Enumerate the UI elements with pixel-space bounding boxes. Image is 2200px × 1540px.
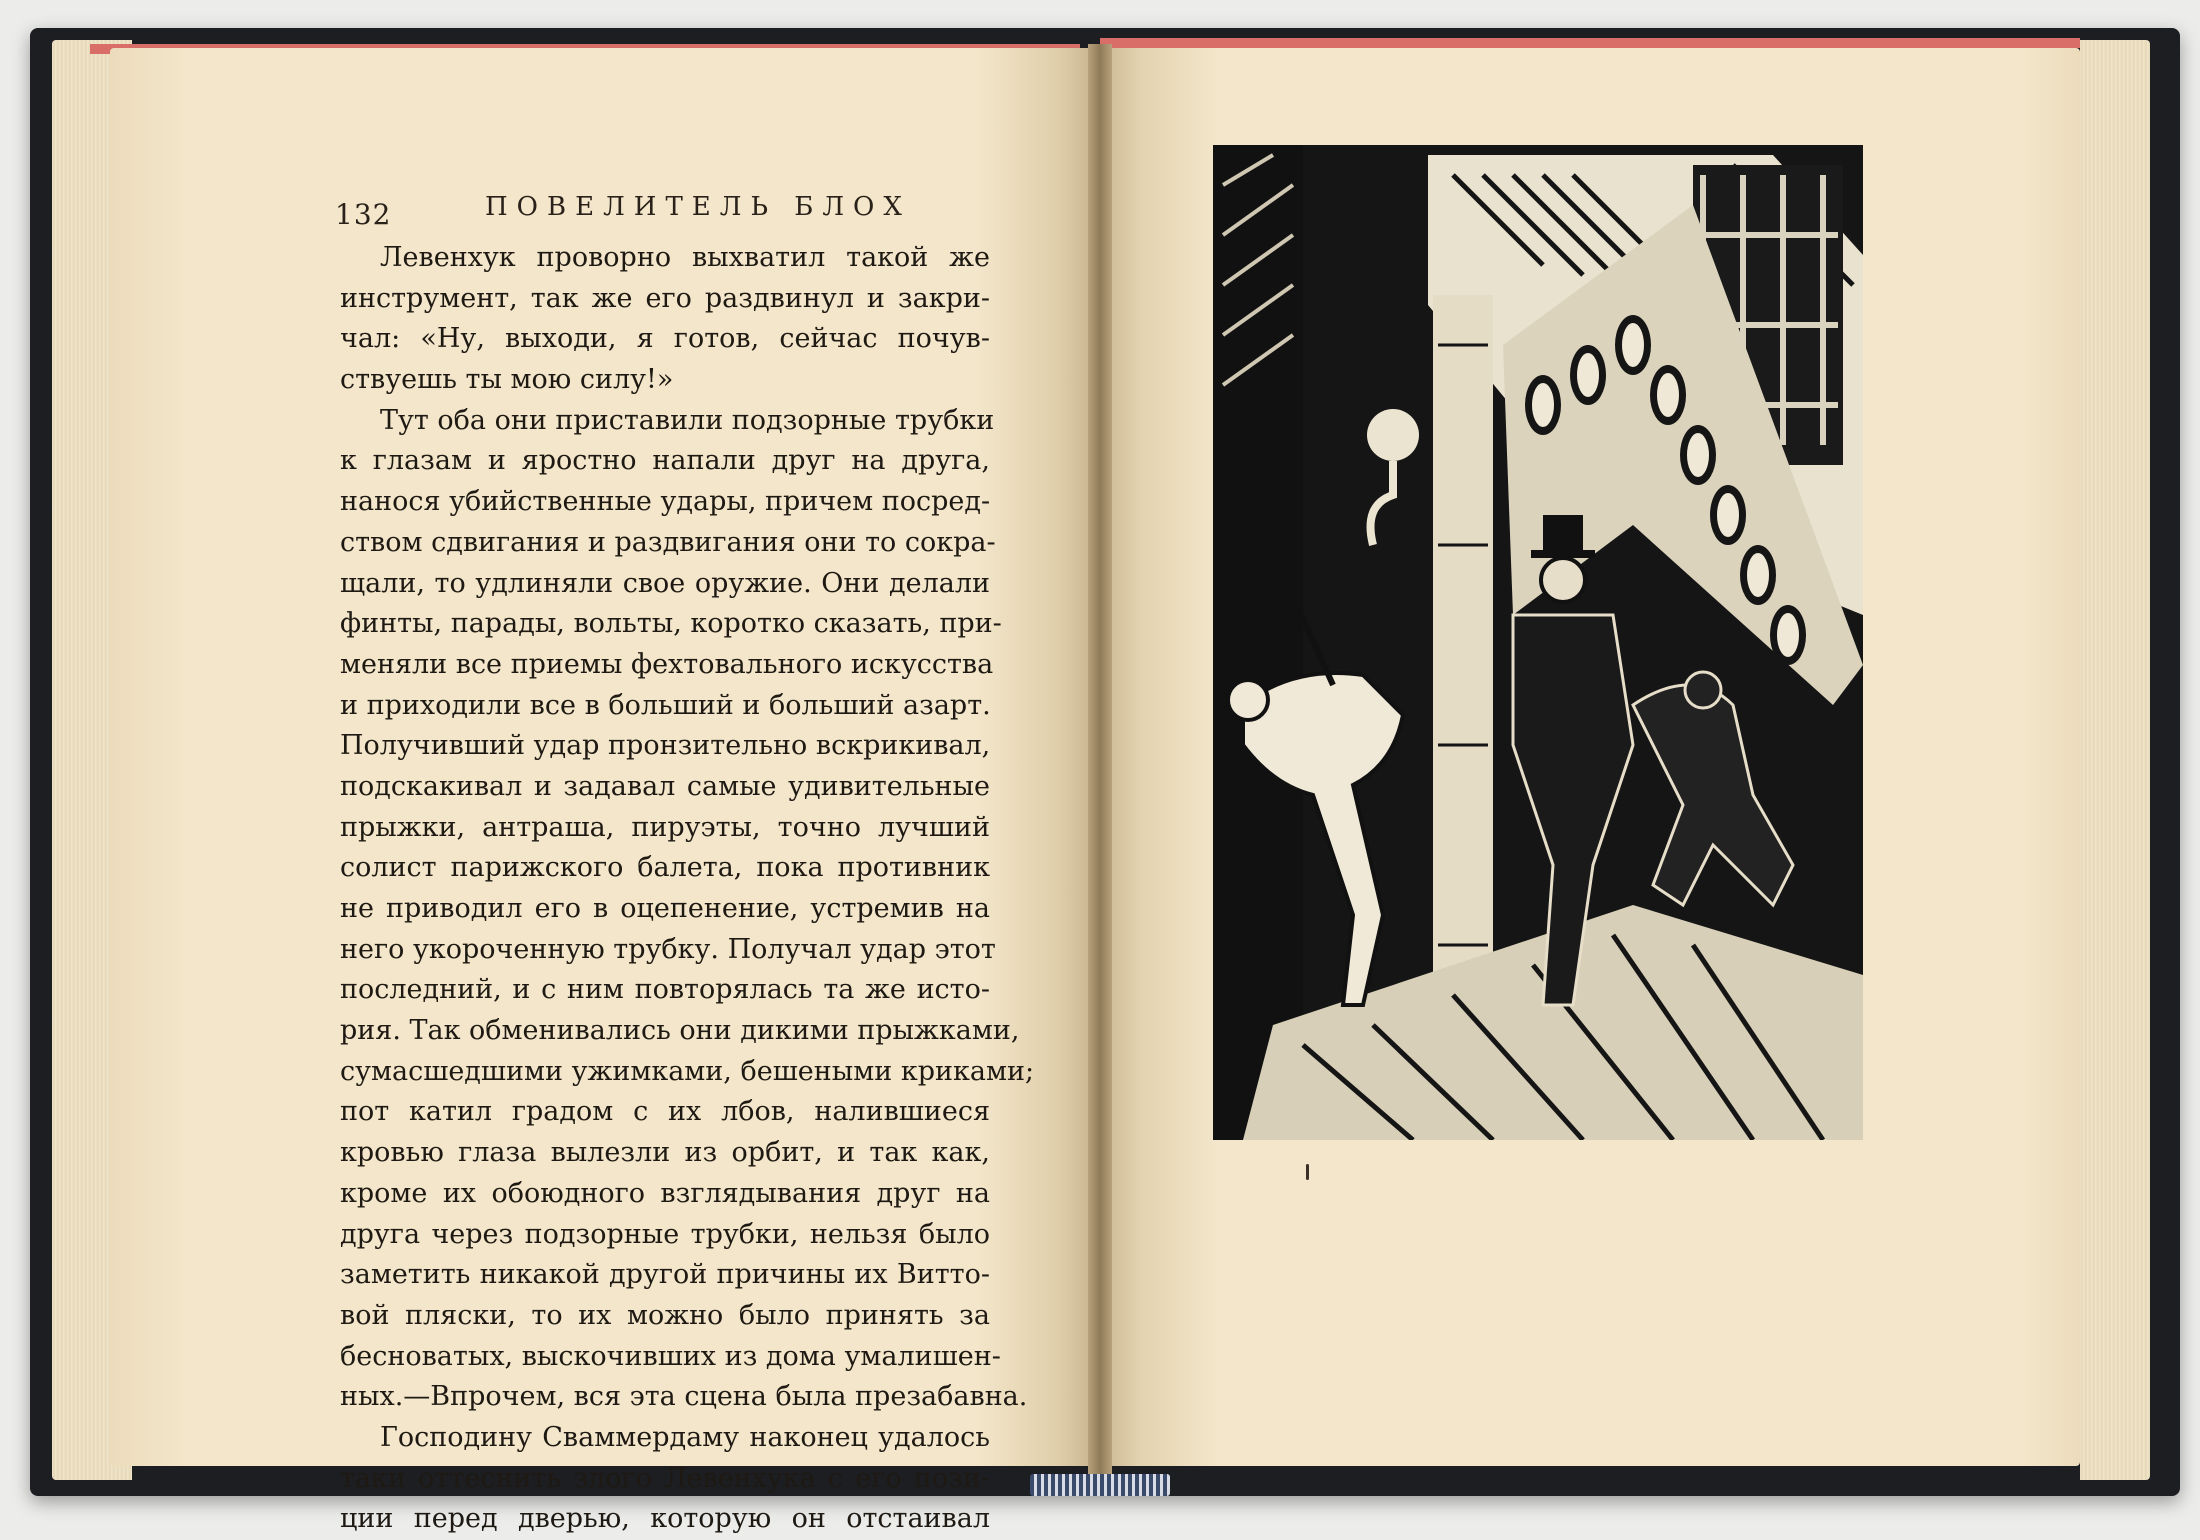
text-line: ством сдвигания и раздвигания они то сокра-	[340, 526, 996, 558]
text-line: сумасшедшими ужимками, бешеными криками;	[340, 1055, 1035, 1087]
text-line: пот катил градом с их лбов, налившиеся	[340, 1096, 990, 1128]
text-line: рия. Так обменивались они дикими прыжками,	[340, 1015, 1020, 1047]
text-line: нанося убийственные удары, причем посред-	[340, 486, 991, 518]
text-line: последний, и с ним повторялась та же исто-	[340, 974, 990, 1006]
text-line: друга через подзорные трубки, нельзя было	[340, 1218, 990, 1250]
spine-headband	[1030, 1474, 1170, 1496]
text-line: солист парижского балета, пока противник	[340, 852, 990, 884]
text-line: ции перед дверью, которую он отстаивал	[340, 1503, 990, 1535]
woodcut-artwork	[1213, 145, 1863, 1140]
book-gutter	[1088, 44, 1112, 1484]
running-title: ПОВЕЛИТЕЛЬ БЛОХ	[485, 192, 911, 222]
text-line: к глазам и яростно напали друг на друга,	[340, 445, 990, 477]
page-number: 132	[335, 198, 392, 231]
text-line: ствуешь ты мою силу!»	[340, 364, 674, 396]
text-line: таки оттеснить злого Левенхука с его пози-	[340, 1462, 990, 1494]
text-line: него укороченную трубку. Получал удар этот	[340, 933, 996, 965]
page-edges-right	[2080, 40, 2150, 1480]
text-line: Господину Сваммердаму наконец удалось	[380, 1421, 990, 1453]
ink-mark	[1306, 1164, 1309, 1180]
text-line: бесноватых, выскочивших из дома умалишен-	[340, 1340, 1001, 1372]
text-line: ных.—Впрочем, вся эта сцена была презабавна.	[340, 1381, 1028, 1413]
text-line: инструмент, так же его раздвинул и закри-	[340, 282, 990, 314]
text-line: меняли все приемы фехтовального искусства	[340, 648, 994, 680]
text-line: кровью глаза вылезли из орбит, и так как,	[340, 1137, 990, 1169]
woodcut-illustration	[1213, 145, 1863, 1140]
text-line: и приходили все в больший и больший азарт.	[340, 689, 991, 721]
text-line: финты, парады, вольты, коротко сказать, при-	[340, 608, 1002, 640]
text-line: Левенхук проворно выхватил такой же	[380, 242, 990, 273]
text-line: чал: «Ну, выходи, я готов, сейчас почув-	[340, 323, 990, 355]
top-edge-red-right	[1100, 38, 2080, 48]
text-line: не приводил его в оцепенение, устремив на	[340, 893, 990, 924]
text-line: прыжки, антраша, пируэты, точно лучший	[340, 811, 990, 843]
text-line: Получивший удар пронзительно вскрикивал,	[340, 730, 991, 762]
text-line: щали, то удлиняли свое оружие. Они делали	[340, 567, 990, 599]
text-line: подскакивал и задавал самые удивительные	[340, 770, 990, 802]
body-text	[340, 238, 1035, 1540]
text-line: вой пляски, то их можно было принять за	[340, 1299, 990, 1331]
text-line: заметить никакой другой причины их Витто-	[340, 1259, 990, 1291]
text-line: кроме их обоюдного взглядывания друг на	[340, 1177, 990, 1209]
text-line: Тут оба они приставили подзорные трубки	[380, 404, 995, 436]
